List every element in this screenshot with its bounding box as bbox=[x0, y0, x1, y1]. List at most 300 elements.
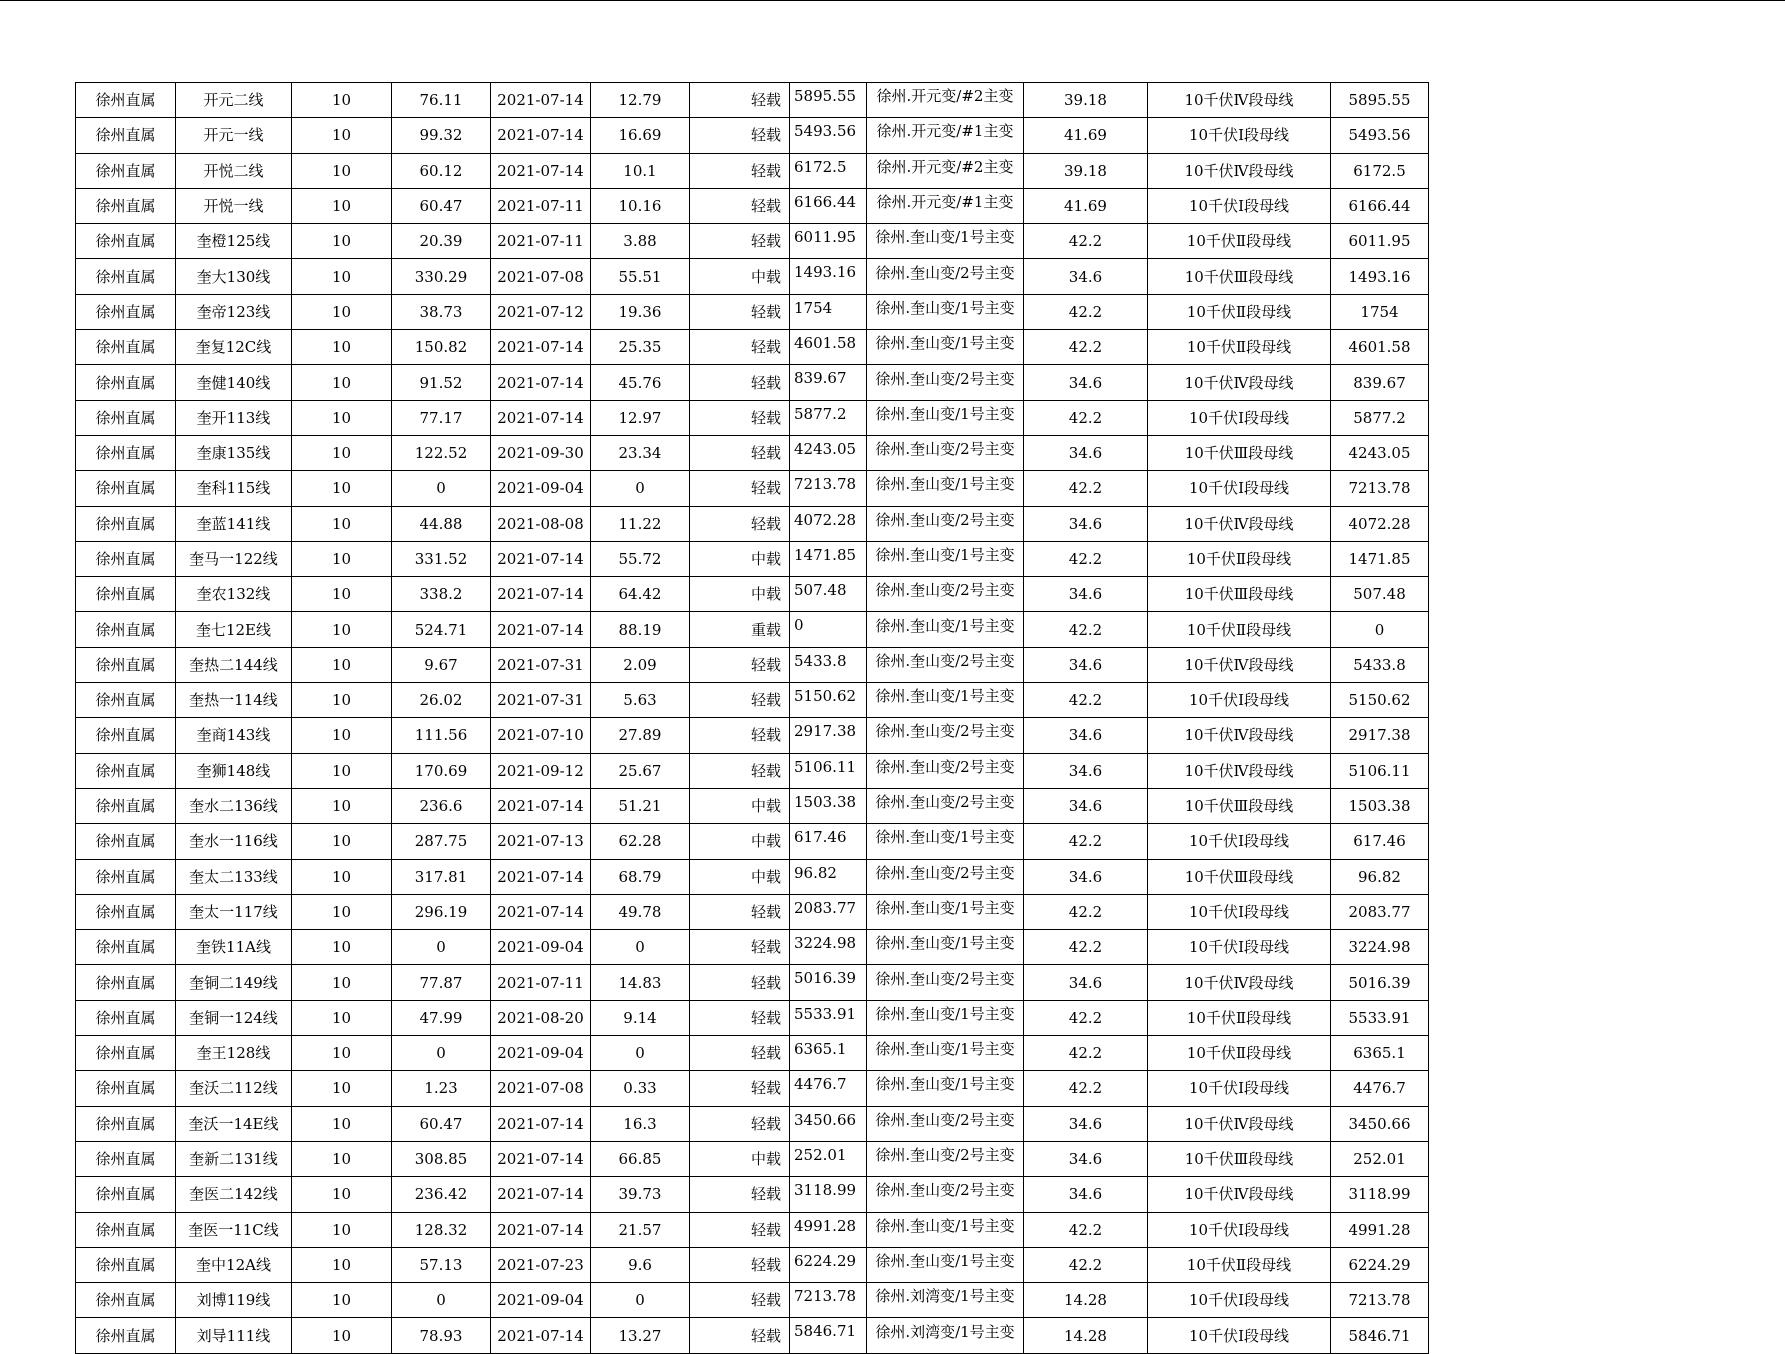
transformer-load-rate-cell: 14.28 bbox=[1024, 1318, 1148, 1353]
date-cell: 2021-07-08 bbox=[491, 259, 591, 294]
table-row bbox=[76, 1177, 1429, 1212]
table-row bbox=[76, 612, 1429, 647]
bus-available-capacity-cell: 0 bbox=[1331, 612, 1429, 647]
bus-available-capacity-cell: 5846.71 bbox=[1331, 1318, 1429, 1353]
bus-available-capacity-cell: 5150.62 bbox=[1331, 683, 1429, 718]
transformer-label: 徐州.奎山变/2号主变 bbox=[875, 264, 1015, 282]
load-status-cell: 轻载 bbox=[690, 1318, 790, 1353]
voltage-level-cell: 10 bbox=[292, 330, 392, 365]
date-cell: 2021-07-31 bbox=[491, 647, 591, 682]
transformer-cell bbox=[867, 330, 1024, 365]
transformer-label: 徐州.开元变/#1主变 bbox=[876, 123, 1014, 141]
table-row bbox=[76, 1000, 1429, 1035]
voltage-level-cell: 10 bbox=[292, 1212, 392, 1247]
transformer-label: 徐州.奎山变/1号主变 bbox=[875, 335, 1015, 353]
bus-section-cell: 10千伏Ⅳ段母线 bbox=[1148, 153, 1331, 188]
feeder-name-cell: 开元一线 bbox=[176, 118, 292, 153]
unit-cell: 徐州直属 bbox=[76, 1071, 176, 1106]
date-cell: 2021-07-14 bbox=[491, 400, 591, 435]
unit-cell: 徐州直属 bbox=[76, 1141, 176, 1176]
voltage-level-cell: 10 bbox=[292, 471, 392, 506]
transformer-load-rate-cell: 34.6 bbox=[1024, 259, 1148, 294]
max-current-cell: 91.52 bbox=[392, 365, 491, 400]
load-rate-cell: 9.14 bbox=[591, 1000, 690, 1035]
bus-available-capacity-cell: 252.01 bbox=[1331, 1141, 1429, 1176]
table-row bbox=[76, 1071, 1429, 1106]
load-status-cell: 轻载 bbox=[690, 471, 790, 506]
transformer-cell bbox=[867, 965, 1024, 1000]
unit-cell: 徐州直属 bbox=[76, 683, 176, 718]
load-status-cell: 轻载 bbox=[690, 718, 790, 753]
available-capacity-cell: 5016.39 bbox=[790, 965, 867, 1000]
max-current-cell: 60.47 bbox=[392, 1106, 491, 1141]
transformer-cell bbox=[867, 612, 1024, 647]
max-current-cell: 0 bbox=[392, 471, 491, 506]
bus-available-capacity-cell: 6172.5 bbox=[1331, 153, 1429, 188]
transformer-load-rate-cell: 34.6 bbox=[1024, 859, 1148, 894]
max-current-cell: 111.56 bbox=[392, 718, 491, 753]
transformer-cell bbox=[867, 1318, 1024, 1353]
transformer-load-rate-cell: 42.2 bbox=[1024, 400, 1148, 435]
unit-cell: 徐州直属 bbox=[76, 612, 176, 647]
max-current-cell: 77.17 bbox=[392, 400, 491, 435]
transformer-cell bbox=[867, 471, 1024, 506]
date-cell: 2021-07-14 bbox=[491, 859, 591, 894]
transformer-cell bbox=[867, 1212, 1024, 1247]
date-cell: 2021-07-14 bbox=[491, 577, 591, 612]
date-cell: 2021-07-14 bbox=[491, 153, 591, 188]
available-capacity-cell: 1493.16 bbox=[790, 259, 867, 294]
load-status-cell: 轻载 bbox=[690, 400, 790, 435]
available-capacity-cell: 6224.29 bbox=[790, 1247, 867, 1282]
table-row bbox=[76, 188, 1429, 223]
load-rate-cell: 14.83 bbox=[591, 965, 690, 1000]
transformer-cell bbox=[867, 294, 1024, 329]
load-status-cell: 中载 bbox=[690, 541, 790, 576]
available-capacity-cell: 7213.78 bbox=[790, 471, 867, 506]
date-cell: 2021-09-12 bbox=[491, 753, 591, 788]
table-row bbox=[76, 118, 1429, 153]
available-capacity-cell: 5846.71 bbox=[790, 1318, 867, 1353]
table-row bbox=[76, 1318, 1429, 1353]
transformer-load-rate-cell: 42.2 bbox=[1024, 612, 1148, 647]
table-row bbox=[76, 894, 1429, 929]
available-capacity-cell: 4476.7 bbox=[790, 1071, 867, 1106]
bus-section-cell: 10千伏Ⅳ段母线 bbox=[1148, 506, 1331, 541]
unit-cell: 徐州直属 bbox=[76, 400, 176, 435]
transformer-cell bbox=[867, 435, 1024, 470]
max-current-cell: 287.75 bbox=[392, 824, 491, 859]
load-rate-cell: 23.34 bbox=[591, 435, 690, 470]
transformer-label: 徐州.奎山变/2号主变 bbox=[875, 370, 1015, 388]
load-rate-cell: 0 bbox=[591, 930, 690, 965]
feeder-name-cell: 奎沃一14E线 bbox=[176, 1106, 292, 1141]
unit-cell: 徐州直属 bbox=[76, 153, 176, 188]
bus-section-cell: 10千伏Ⅱ段母线 bbox=[1148, 1000, 1331, 1035]
load-status-cell: 轻载 bbox=[690, 224, 790, 259]
feeder-name-cell: 奎水二136线 bbox=[176, 788, 292, 823]
available-capacity-cell: 2917.38 bbox=[790, 718, 867, 753]
table-row bbox=[76, 1283, 1429, 1318]
unit-cell: 徐州直属 bbox=[76, 1036, 176, 1071]
max-current-cell: 57.13 bbox=[392, 1247, 491, 1282]
transformer-load-rate-cell: 42.2 bbox=[1024, 224, 1148, 259]
page-top-rule bbox=[0, 0, 1785, 1]
transformer-label: 徐州.奎山变/1号主变 bbox=[875, 405, 1015, 423]
bus-section-cell: 10千伏Ⅰ段母线 bbox=[1148, 1212, 1331, 1247]
bus-section-cell: 10千伏Ⅱ段母线 bbox=[1148, 294, 1331, 329]
table-row bbox=[76, 83, 1429, 118]
load-rate-cell: 5.63 bbox=[591, 683, 690, 718]
bus-section-cell: 10千伏Ⅳ段母线 bbox=[1148, 365, 1331, 400]
transformer-load-rate-cell: 42.2 bbox=[1024, 330, 1148, 365]
transformer-label: 徐州.奎山变/1号主变 bbox=[875, 617, 1015, 635]
transformer-cell bbox=[867, 753, 1024, 788]
load-status-cell: 中载 bbox=[690, 824, 790, 859]
bus-available-capacity-cell: 1493.16 bbox=[1331, 259, 1429, 294]
load-status-cell: 轻载 bbox=[690, 1177, 790, 1212]
unit-cell: 徐州直属 bbox=[76, 1247, 176, 1282]
max-current-cell: 38.73 bbox=[392, 294, 491, 329]
load-rate-cell: 2.09 bbox=[591, 647, 690, 682]
date-cell: 2021-07-10 bbox=[491, 718, 591, 753]
load-rate-cell: 16.3 bbox=[591, 1106, 690, 1141]
max-current-cell: 60.47 bbox=[392, 188, 491, 223]
max-current-cell: 524.71 bbox=[392, 612, 491, 647]
transformer-cell bbox=[867, 824, 1024, 859]
date-cell: 2021-07-14 bbox=[491, 1212, 591, 1247]
available-capacity-cell: 4072.28 bbox=[790, 506, 867, 541]
load-status-cell: 轻载 bbox=[690, 1247, 790, 1282]
available-capacity-cell: 4991.28 bbox=[790, 1212, 867, 1247]
available-capacity-cell: 3224.98 bbox=[790, 930, 867, 965]
table-row bbox=[76, 435, 1429, 470]
max-current-cell: 317.81 bbox=[392, 859, 491, 894]
transformer-load-rate-cell: 14.28 bbox=[1024, 1283, 1148, 1318]
date-cell: 2021-07-11 bbox=[491, 188, 591, 223]
transformer-cell bbox=[867, 683, 1024, 718]
table-row bbox=[76, 259, 1429, 294]
bus-section-cell: 10千伏Ⅳ段母线 bbox=[1148, 965, 1331, 1000]
transformer-label: 徐州.开元变/#1主变 bbox=[876, 194, 1014, 212]
transformer-cell bbox=[867, 188, 1024, 223]
load-rate-cell: 39.73 bbox=[591, 1177, 690, 1212]
max-current-cell: 0 bbox=[392, 930, 491, 965]
transformer-load-rate-cell: 39.18 bbox=[1024, 83, 1148, 118]
transformer-label: 徐州.刘湾变/1号主变 bbox=[875, 1288, 1015, 1306]
load-status-cell: 轻载 bbox=[690, 1071, 790, 1106]
unit-cell: 徐州直属 bbox=[76, 753, 176, 788]
available-capacity-cell: 7213.78 bbox=[790, 1283, 867, 1318]
load-status-cell: 轻载 bbox=[690, 1212, 790, 1247]
load-status-cell: 轻载 bbox=[690, 365, 790, 400]
unit-cell: 徐州直属 bbox=[76, 894, 176, 929]
load-rate-cell: 16.69 bbox=[591, 118, 690, 153]
unit-cell: 徐州直属 bbox=[76, 965, 176, 1000]
transformer-label: 徐州.奎山变/1号主变 bbox=[875, 1041, 1015, 1059]
bus-available-capacity-cell: 2917.38 bbox=[1331, 718, 1429, 753]
transformer-cell bbox=[867, 1177, 1024, 1212]
date-cell: 2021-09-04 bbox=[491, 1283, 591, 1318]
available-capacity-cell: 0 bbox=[790, 612, 867, 647]
voltage-level-cell: 10 bbox=[292, 788, 392, 823]
voltage-level-cell: 10 bbox=[292, 259, 392, 294]
table-row bbox=[76, 1247, 1429, 1282]
transformer-label: 徐州.奎山变/2号主变 bbox=[875, 652, 1015, 670]
bus-available-capacity-cell: 3224.98 bbox=[1331, 930, 1429, 965]
feeder-name-cell: 奎热二144线 bbox=[176, 647, 292, 682]
load-rate-cell: 11.22 bbox=[591, 506, 690, 541]
available-capacity-cell: 5493.56 bbox=[790, 118, 867, 153]
voltage-level-cell: 10 bbox=[292, 506, 392, 541]
load-rate-cell: 55.72 bbox=[591, 541, 690, 576]
bus-section-cell: 10千伏Ⅰ段母线 bbox=[1148, 1318, 1331, 1353]
feeder-name-cell: 奎铜一124线 bbox=[176, 1000, 292, 1035]
available-capacity-cell: 3118.99 bbox=[790, 1177, 867, 1212]
voltage-level-cell: 10 bbox=[292, 1177, 392, 1212]
table-row bbox=[76, 753, 1429, 788]
voltage-level-cell: 10 bbox=[292, 153, 392, 188]
date-cell: 2021-07-14 bbox=[491, 894, 591, 929]
transformer-load-rate-cell: 34.6 bbox=[1024, 965, 1148, 1000]
transformer-cell bbox=[867, 788, 1024, 823]
transformer-label: 徐州.开元变/#2主变 bbox=[876, 88, 1014, 106]
feeder-name-cell: 刘博119线 bbox=[176, 1283, 292, 1318]
voltage-level-cell: 10 bbox=[292, 647, 392, 682]
voltage-level-cell: 10 bbox=[292, 541, 392, 576]
bus-available-capacity-cell: 5493.56 bbox=[1331, 118, 1429, 153]
transformer-label: 徐州.奎山变/1号主变 bbox=[875, 899, 1015, 917]
transformer-label: 徐州.刘湾变/1号主变 bbox=[875, 1323, 1015, 1341]
feeder-name-cell: 奎帝123线 bbox=[176, 294, 292, 329]
load-status-cell: 中载 bbox=[690, 577, 790, 612]
date-cell: 2021-07-14 bbox=[491, 788, 591, 823]
unit-cell: 徐州直属 bbox=[76, 506, 176, 541]
unit-cell: 徐州直属 bbox=[76, 83, 176, 118]
table-row bbox=[76, 506, 1429, 541]
available-capacity-cell: 617.46 bbox=[790, 824, 867, 859]
load-status-cell: 轻载 bbox=[690, 506, 790, 541]
table-row bbox=[76, 1036, 1429, 1071]
table-row bbox=[76, 930, 1429, 965]
available-capacity-cell: 6166.44 bbox=[790, 188, 867, 223]
transformer-load-rate-cell: 34.6 bbox=[1024, 647, 1148, 682]
load-status-cell: 轻载 bbox=[690, 683, 790, 718]
transformer-label: 徐州.奎山变/2号主变 bbox=[875, 758, 1015, 776]
available-capacity-cell: 839.67 bbox=[790, 365, 867, 400]
bus-available-capacity-cell: 6011.95 bbox=[1331, 224, 1429, 259]
transformer-label: 徐州.奎山变/2号主变 bbox=[875, 970, 1015, 988]
bus-available-capacity-cell: 6365.1 bbox=[1331, 1036, 1429, 1071]
bus-section-cell: 10千伏Ⅰ段母线 bbox=[1148, 824, 1331, 859]
transformer-cell bbox=[867, 894, 1024, 929]
transformer-label: 徐州.奎山变/2号主变 bbox=[875, 864, 1015, 882]
feeder-name-cell: 奎沃二112线 bbox=[176, 1071, 292, 1106]
max-current-cell: 338.2 bbox=[392, 577, 491, 612]
voltage-level-cell: 10 bbox=[292, 224, 392, 259]
load-status-cell: 轻载 bbox=[690, 930, 790, 965]
transformer-label: 徐州.奎山变/2号主变 bbox=[875, 1182, 1015, 1200]
bus-section-cell: 10千伏Ⅱ段母线 bbox=[1148, 612, 1331, 647]
load-rate-cell: 10.16 bbox=[591, 188, 690, 223]
transformer-load-rate-cell: 39.18 bbox=[1024, 153, 1148, 188]
transformer-label: 徐州.奎山变/1号主变 bbox=[875, 476, 1015, 494]
feeder-name-cell: 奎科115线 bbox=[176, 471, 292, 506]
unit-cell: 徐州直属 bbox=[76, 1212, 176, 1247]
table-row bbox=[76, 330, 1429, 365]
bus-available-capacity-cell: 6166.44 bbox=[1331, 188, 1429, 223]
transformer-load-rate-cell: 42.2 bbox=[1024, 683, 1148, 718]
load-rate-cell: 51.21 bbox=[591, 788, 690, 823]
feeder-name-cell: 奎蓝141线 bbox=[176, 506, 292, 541]
date-cell: 2021-07-23 bbox=[491, 1247, 591, 1282]
transformer-cell bbox=[867, 718, 1024, 753]
transformer-load-rate-cell: 42.2 bbox=[1024, 1247, 1148, 1282]
feeder-name-cell: 奎医一11C线 bbox=[176, 1212, 292, 1247]
unit-cell: 徐州直属 bbox=[76, 1000, 176, 1035]
date-cell: 2021-07-14 bbox=[491, 541, 591, 576]
available-capacity-cell: 6365.1 bbox=[790, 1036, 867, 1071]
feeder-name-cell: 奎康135线 bbox=[176, 435, 292, 470]
transformer-load-rate-cell: 42.2 bbox=[1024, 1000, 1148, 1035]
available-capacity-cell: 5533.91 bbox=[790, 1000, 867, 1035]
table-row bbox=[76, 365, 1429, 400]
load-status-cell: 中载 bbox=[690, 1141, 790, 1176]
transformer-load-rate-cell: 42.2 bbox=[1024, 1212, 1148, 1247]
bus-available-capacity-cell: 5433.8 bbox=[1331, 647, 1429, 682]
bus-section-cell: 10千伏Ⅱ段母线 bbox=[1148, 541, 1331, 576]
feeder-name-cell: 奎中12A线 bbox=[176, 1247, 292, 1282]
unit-cell: 徐州直属 bbox=[76, 1106, 176, 1141]
feeder-name-cell: 奎马一122线 bbox=[176, 541, 292, 576]
date-cell: 2021-07-08 bbox=[491, 1071, 591, 1106]
max-current-cell: 236.6 bbox=[392, 788, 491, 823]
transformer-label: 徐州.奎山变/1号主变 bbox=[875, 688, 1015, 706]
date-cell: 2021-07-12 bbox=[491, 294, 591, 329]
available-capacity-cell: 6172.5 bbox=[790, 153, 867, 188]
load-rate-cell: 9.6 bbox=[591, 1247, 690, 1282]
available-capacity-cell: 3450.66 bbox=[790, 1106, 867, 1141]
max-current-cell: 1.23 bbox=[392, 1071, 491, 1106]
voltage-level-cell: 10 bbox=[292, 612, 392, 647]
max-current-cell: 331.52 bbox=[392, 541, 491, 576]
voltage-level-cell: 10 bbox=[292, 435, 392, 470]
unit-cell: 徐州直属 bbox=[76, 435, 176, 470]
max-current-cell: 9.67 bbox=[392, 647, 491, 682]
transformer-load-rate-cell: 42.2 bbox=[1024, 824, 1148, 859]
transformer-load-rate-cell: 34.6 bbox=[1024, 1177, 1148, 1212]
table-row bbox=[76, 647, 1429, 682]
available-capacity-cell: 5877.2 bbox=[790, 400, 867, 435]
date-cell: 2021-07-11 bbox=[491, 224, 591, 259]
feeder-name-cell: 开悦一线 bbox=[176, 188, 292, 223]
max-current-cell: 308.85 bbox=[392, 1141, 491, 1176]
max-current-cell: 170.69 bbox=[392, 753, 491, 788]
max-current-cell: 78.93 bbox=[392, 1318, 491, 1353]
load-status-cell: 中载 bbox=[690, 259, 790, 294]
load-rate-cell: 13.27 bbox=[591, 1318, 690, 1353]
bus-available-capacity-cell: 4243.05 bbox=[1331, 435, 1429, 470]
transformer-load-rate-cell: 34.6 bbox=[1024, 753, 1148, 788]
bus-available-capacity-cell: 7213.78 bbox=[1331, 1283, 1429, 1318]
load-status-cell: 轻载 bbox=[690, 188, 790, 223]
unit-cell: 徐州直属 bbox=[76, 118, 176, 153]
available-capacity-cell: 5433.8 bbox=[790, 647, 867, 682]
bus-available-capacity-cell: 6224.29 bbox=[1331, 1247, 1429, 1282]
table-row bbox=[76, 965, 1429, 1000]
available-capacity-cell: 1471.85 bbox=[790, 541, 867, 576]
transformer-label: 徐州.奎山变/2号主变 bbox=[875, 582, 1015, 600]
transformer-cell bbox=[867, 118, 1024, 153]
voltage-level-cell: 10 bbox=[292, 1071, 392, 1106]
load-rate-cell: 0 bbox=[591, 1283, 690, 1318]
voltage-level-cell: 10 bbox=[292, 859, 392, 894]
bus-section-cell: 10千伏Ⅳ段母线 bbox=[1148, 83, 1331, 118]
unit-cell: 徐州直属 bbox=[76, 259, 176, 294]
transformer-label: 徐州.奎山变/1号主变 bbox=[875, 935, 1015, 953]
load-rate-cell: 68.79 bbox=[591, 859, 690, 894]
transformer-cell bbox=[867, 1141, 1024, 1176]
feeder-name-cell: 奎大130线 bbox=[176, 259, 292, 294]
bus-section-cell: 10千伏Ⅱ段母线 bbox=[1148, 1036, 1331, 1071]
date-cell: 2021-09-04 bbox=[491, 471, 591, 506]
table-row bbox=[76, 859, 1429, 894]
transformer-cell bbox=[867, 930, 1024, 965]
bus-section-cell: 10千伏Ⅳ段母线 bbox=[1148, 647, 1331, 682]
available-capacity-cell: 4243.05 bbox=[790, 435, 867, 470]
bus-available-capacity-cell: 4072.28 bbox=[1331, 506, 1429, 541]
bus-section-cell: 10千伏Ⅳ段母线 bbox=[1148, 1106, 1331, 1141]
load-status-cell: 中载 bbox=[690, 859, 790, 894]
date-cell: 2021-09-30 bbox=[491, 435, 591, 470]
voltage-level-cell: 10 bbox=[292, 718, 392, 753]
available-capacity-cell: 96.82 bbox=[790, 859, 867, 894]
available-capacity-cell: 5150.62 bbox=[790, 683, 867, 718]
load-rate-cell: 49.78 bbox=[591, 894, 690, 929]
transformer-load-rate-cell: 42.2 bbox=[1024, 471, 1148, 506]
load-status-cell: 重载 bbox=[690, 612, 790, 647]
bus-available-capacity-cell: 1503.38 bbox=[1331, 788, 1429, 823]
bus-section-cell: 10千伏Ⅱ段母线 bbox=[1148, 330, 1331, 365]
voltage-level-cell: 10 bbox=[292, 1106, 392, 1141]
date-cell: 2021-08-08 bbox=[491, 506, 591, 541]
max-current-cell: 0 bbox=[392, 1036, 491, 1071]
feeder-name-cell: 奎商143线 bbox=[176, 718, 292, 753]
transformer-cell bbox=[867, 577, 1024, 612]
date-cell: 2021-07-31 bbox=[491, 683, 591, 718]
bus-section-cell: 10千伏Ⅳ段母线 bbox=[1148, 718, 1331, 753]
transformer-cell bbox=[867, 153, 1024, 188]
available-capacity-cell: 1503.38 bbox=[790, 788, 867, 823]
voltage-level-cell: 10 bbox=[292, 294, 392, 329]
voltage-level-cell: 10 bbox=[292, 118, 392, 153]
voltage-level-cell: 10 bbox=[292, 683, 392, 718]
load-status-cell: 轻载 bbox=[690, 1283, 790, 1318]
load-status-cell: 轻载 bbox=[690, 118, 790, 153]
unit-cell: 徐州直属 bbox=[76, 330, 176, 365]
voltage-level-cell: 10 bbox=[292, 753, 392, 788]
bus-section-cell: 10千伏Ⅱ段母线 bbox=[1148, 224, 1331, 259]
feeder-name-cell: 开元二线 bbox=[176, 83, 292, 118]
voltage-level-cell: 10 bbox=[292, 1141, 392, 1176]
bus-section-cell: 10千伏Ⅰ段母线 bbox=[1148, 930, 1331, 965]
unit-cell: 徐州直属 bbox=[76, 1177, 176, 1212]
voltage-level-cell: 10 bbox=[292, 965, 392, 1000]
load-rate-cell: 10.1 bbox=[591, 153, 690, 188]
bus-available-capacity-cell: 507.48 bbox=[1331, 577, 1429, 612]
table-row bbox=[76, 788, 1429, 823]
feeder-name-cell: 奎开113线 bbox=[176, 400, 292, 435]
